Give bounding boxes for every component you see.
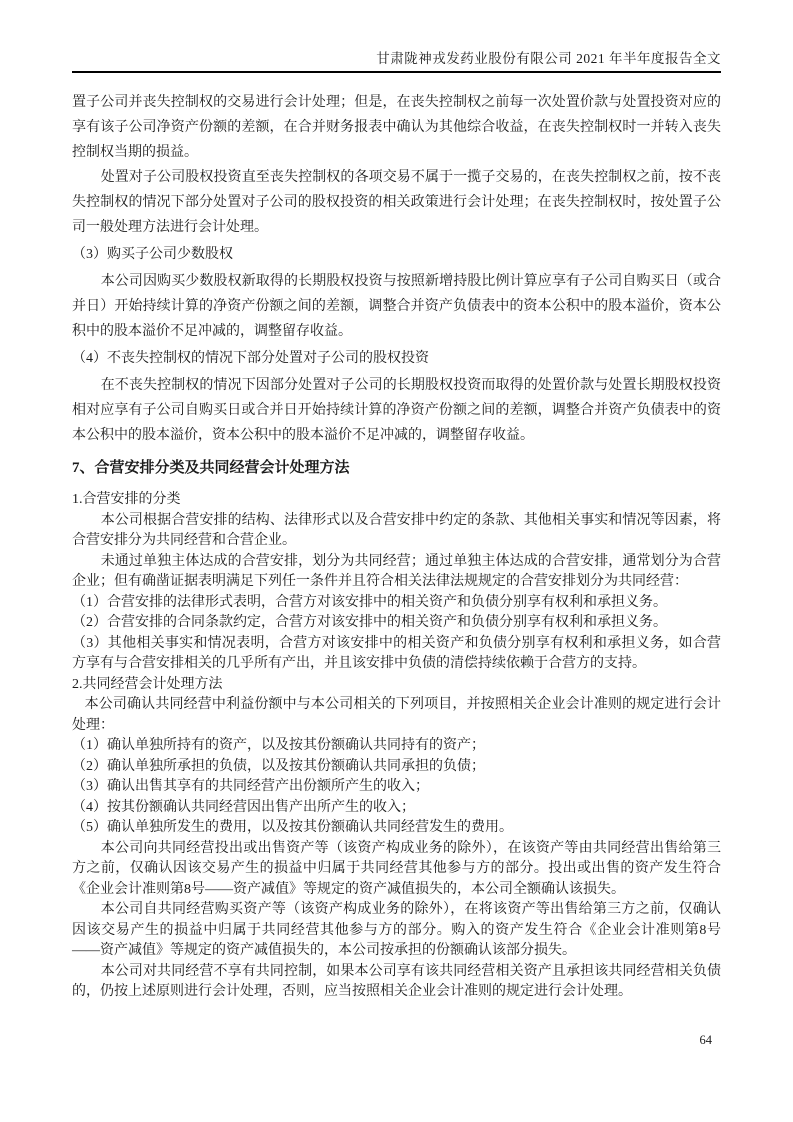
report-header-title: 甘肃陇神戎发药业股份有限公司 2021 年半年度报告全文 xyxy=(376,51,721,66)
list-item: （4）按其份额确认共同经营因出售产出所产生的收入； xyxy=(72,799,415,815)
clause-heading: （4）不丧失控制权的情况下部分处置对子公司的股权投资 xyxy=(72,351,429,366)
list-item: （1）确认单独所持有的资产，以及按其份额确认共同持有的资产； xyxy=(72,738,485,753)
document-body xyxy=(72,90,721,1003)
paragraph: 处置对子公司股权投资直至丧失控制权的各项交易不属于一揽子交易的，在丧失控制权之前，按不丧失控制权的情况下部分处置对子公司的股权投资的相关政策进行会计处理；在丧失控制权时，按处置子公司一般处理方法进行会计处理。 xyxy=(72,170,721,235)
list-item: （2）确认单独所承担的负债，以及按其份额确认共同承担的负债； xyxy=(72,758,485,774)
list-item: （1）合营安排的法律形式表明，合营方对该安排中的相关资产和负债分别享有权利和承担义务。 xyxy=(72,594,667,610)
page-header xyxy=(72,50,721,73)
paragraph: 置子公司并丧失控制权的交易进行会计处理；但是，在丧失控制权之前每一次处置价款与处置投资对应的享有该子公司净资产份额的差额，在合并财务报表中确认为其他综合收益，在丧失控制权时一并转入丧失控制权当期的损益。 xyxy=(72,95,721,160)
paragraph: 在不丧失控制权的情况下因部分处置对子公司的长期股权投资而取得的处置价款与处置长期股权投资相对应享有子公司自购买日或合并日开始持续计算的净资产份额之间的差额，调整合并资产负债表中的资本公积中的股本溢价，资本公积中的股本溢价不足冲减的，调整留存收益。 xyxy=(72,378,721,443)
page-number: 64 xyxy=(699,1033,712,1047)
list-item: （3）其他相关事实和情况表明，合营方对该安排中的相关资产和负债分别享有权利和承担义务，如合营方享有与合营安排相关的几乎所有产出，并且该安排中负债的清偿持续依赖于合营方的支持。 xyxy=(72,635,721,671)
list-item: （2）合营安排的合同条款约定，合营方对该安排中的相关资产和负债分别享有权利和承担义务。 xyxy=(72,615,667,630)
paragraph: 本公司确认共同经营中利益份额中与本公司相关的下列项目，并按照相关企业会计准则的规定进行会计处理： xyxy=(72,697,721,733)
list-item: （3）确认出售其享有的共同经营产出份额所产生的收入； xyxy=(72,779,429,794)
subsection-heading: 2.共同经营会计处理方法 xyxy=(72,676,223,692)
paragraph: 未通过单独主体达成的合营安排，划分为共同经营；通过单独主体达成的合营安排，通常划分为合营企业；但有确凿证据表明满足下列任一条件并且符合相关法律法规规定的合营安排划分为共同经营： xyxy=(72,553,721,589)
paragraph: 本公司自共同经营购买资产等（该资产构成业务的除外），在将该资产等出售给第三方之前，仅确认因该交易产生的损益中归属于共同经营其他参与方的部分。购入的资产发生符合《企业会计准则第8号——资产减值》等规定的资产减值损失的，本公司按承担的份额确认该部分损失。 xyxy=(72,902,721,958)
paragraph: 本公司对共同经营不享有共同控制，如果本公司享有该共同经营相关资产且承担该共同经营相关负债的，仍按上述原则进行会计处理，否则，应当按照相关企业会计准则的规定进行会计处理。 xyxy=(72,963,721,999)
paragraph: 本公司因购买少数股权新取得的长期股权投资与按照新增持股比例计算应享有子公司自购买日（或合并日）开始持续计算的净资产份额之间的差额，调整合并资产负债表中的资本公积中的股本溢价，资本公积中的股本溢价不足冲减的，调整留存收益。 xyxy=(72,274,721,339)
section-heading: 7、合营安排分类及共同经营会计处理方法 xyxy=(72,460,350,476)
subsection-heading: 1.合营安排的分类 xyxy=(72,492,181,507)
list-item: （5）确认单独所发生的费用，以及按其份额确认共同经营发生的费用。 xyxy=(72,820,513,835)
clause-heading: （3）购买子公司少数股权 xyxy=(72,247,233,262)
paragraph: 本公司向共同经营投出或出售资产等（该资产构成业务的除外），在该资产等由共同经营出售给第三方之前，仅确认因该交易产生的损益中归属于共同经营其他参与方的部分。投出或出售的资产发生符合《企业会计准则第8号——资产减值》等规定的资产减值损失的，本公司全额确认该损失。 xyxy=(72,840,721,897)
paragraph: 本公司根据合营安排的结构、法律形式以及合营安排中约定的条款、其他相关事实和情况等因素，将合营安排分为共同经营和合营企业。 xyxy=(72,512,721,548)
